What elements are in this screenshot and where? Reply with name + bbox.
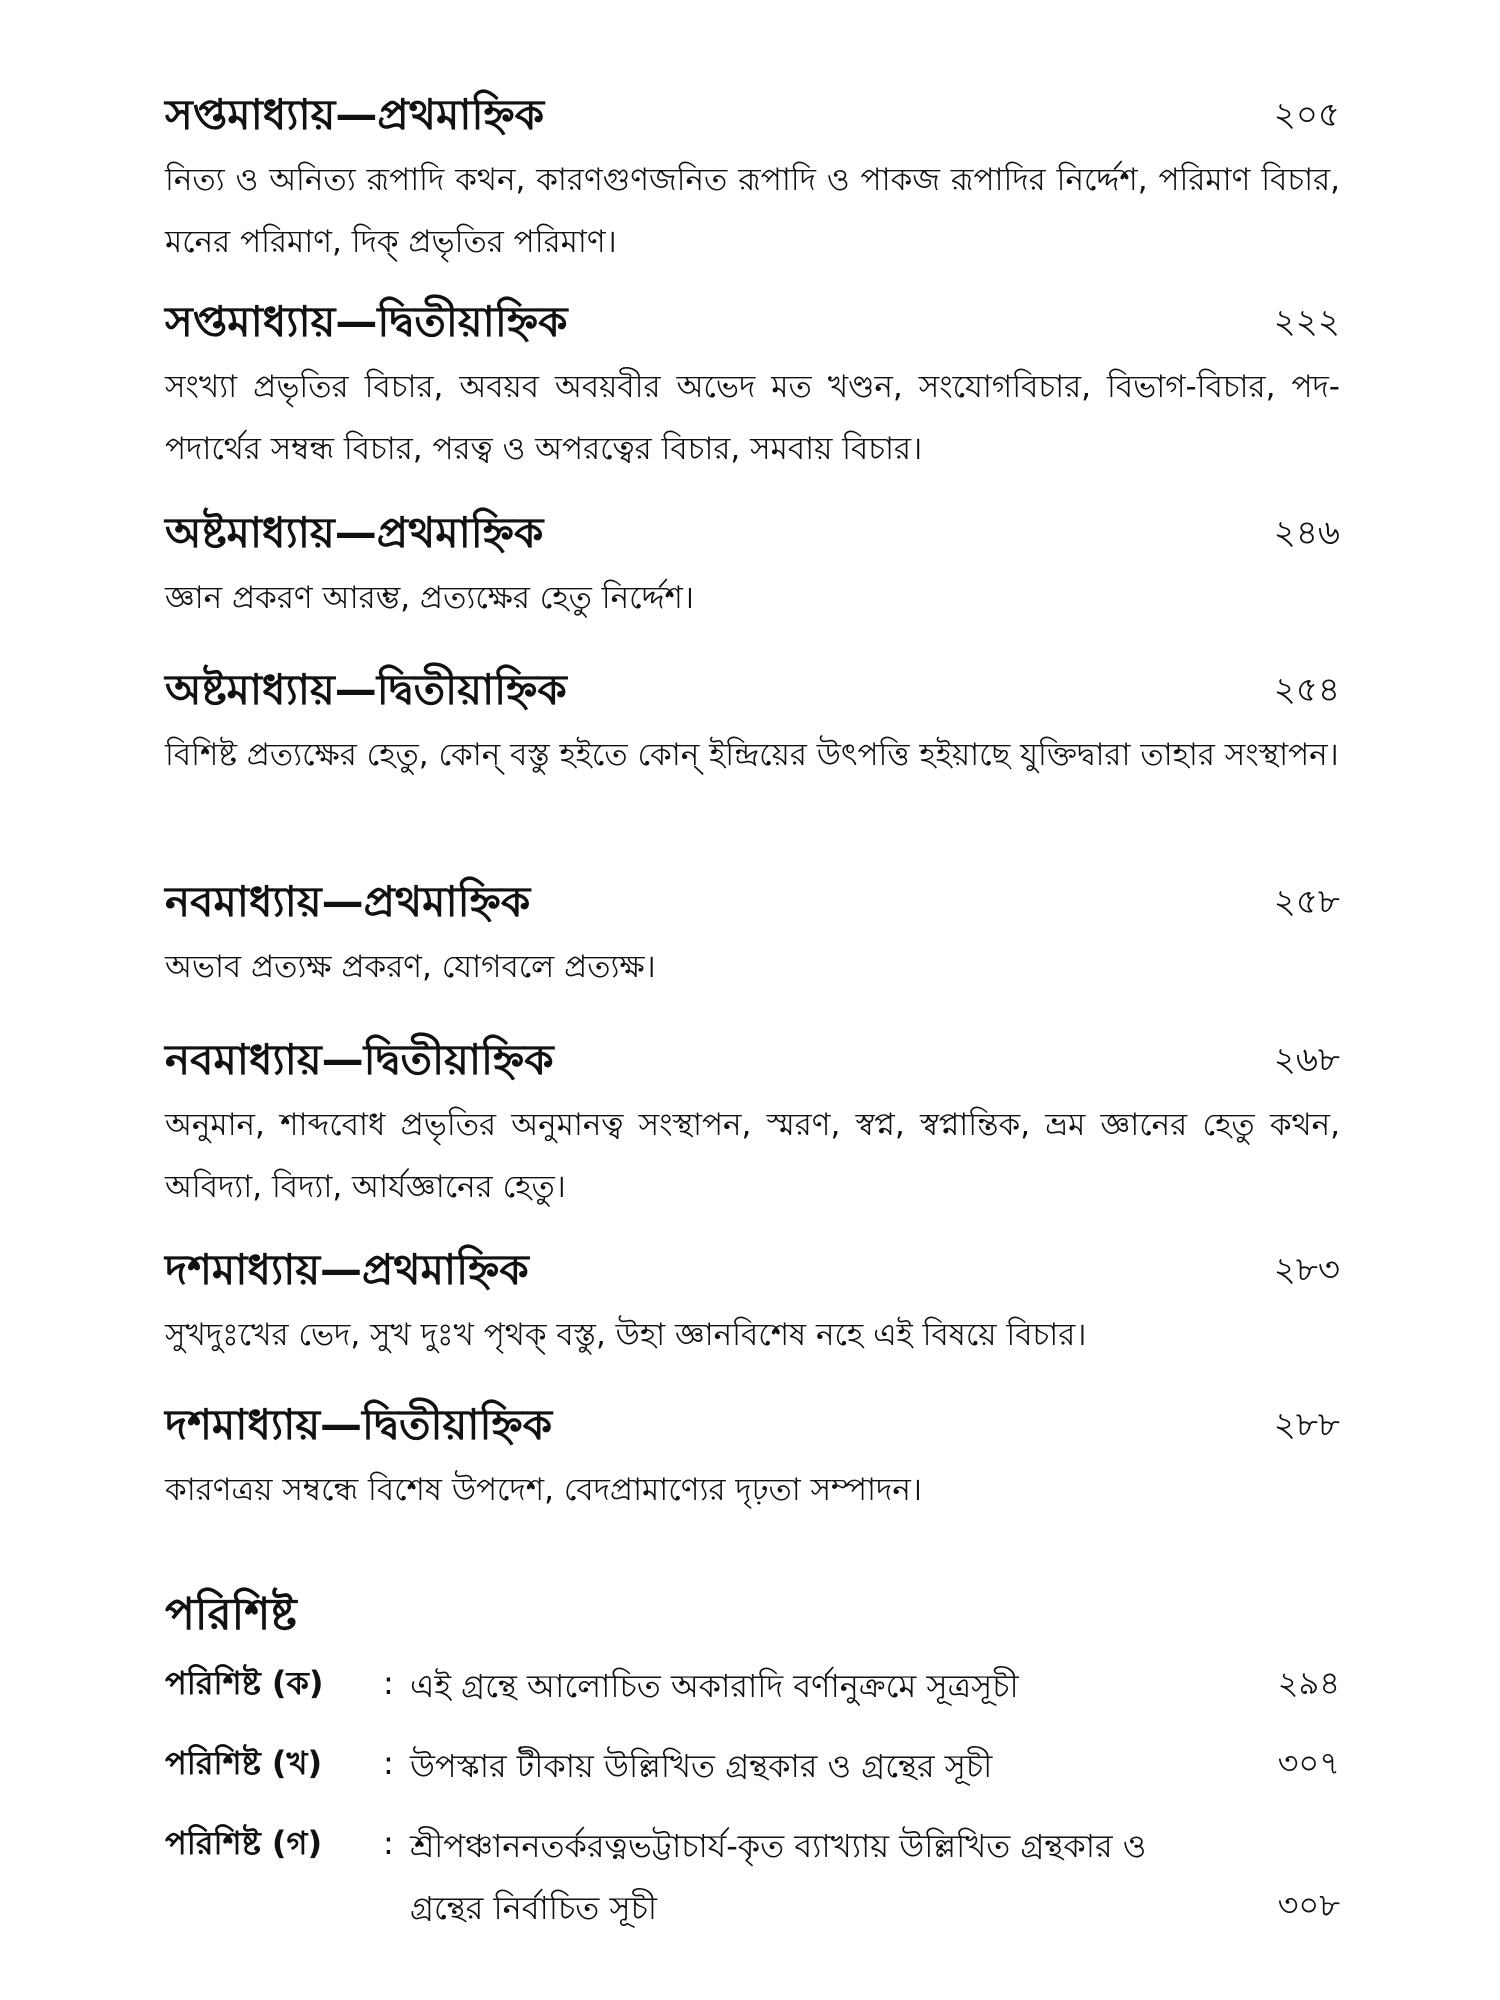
toc-entry (165, 1240, 1340, 1366)
chapter-description: বিশিষ্ট প্রত্যক্ষের হেতু, কোন্ বস্তু হইতে কোন্ ইন্দ্রিয়ের উৎপত্তি হইয়াছে যুক্তিদ্বারা তাহার সংস্থাপন। (165, 737, 1339, 773)
page-number: ৩০৭ (1277, 1744, 1340, 1782)
chapter-description: কারণত্রয় সম্বন্ধে বিশেষ উপদেশ, বেদপ্রামাণ্যের দৃঢ়তা সম্পাদন। (165, 1472, 922, 1508)
toc-entry (165, 1030, 1340, 1218)
chapter-heading: নবমাধ্যায়—দ্বিতীয়াহ্নিক (165, 1035, 554, 1084)
page-number: ২০৫ (1273, 95, 1340, 135)
toc-entry (165, 503, 1340, 629)
chapter-description: নিত্য ও অনিত্য রূপাদি কথন, কারণগুণজনিত রূপাদি ও পাকজ রূপাদির নির্দ্দেশ, পরিমাণ বিচার, মনের পরিমাণ, দিক্ প্রভৃতির পরিমাণ। (165, 162, 1340, 260)
toc-entry (165, 85, 1340, 273)
chapter-heading: সপ্তমাধ্যায়—দ্বিতীয়াহ্নিক (165, 297, 568, 346)
appendix-colon: : (383, 1744, 394, 1782)
page-number: ২৮৮ (1273, 1405, 1340, 1445)
chapter-description: অভাব প্রত্যক্ষ প্রকরণ, যোগবলে প্রত্যক্ষ। (165, 949, 656, 985)
page-number: ২৬৮ (1273, 1040, 1340, 1080)
appendix-colon: : (383, 1824, 394, 1862)
page-number: ২৮৩ (1273, 1250, 1340, 1290)
chapter-heading: দশমাধ্যায়—প্রথমাহ্নিক (165, 1245, 529, 1294)
page-number: ২৫৪ (1273, 670, 1340, 710)
chapter-description: সুখদুঃখের ভেদ, সুখ দুঃখ পৃথক্ বস্তু, উহা জ্ঞানবিশেষ নহে এই বিষয়ে বিচার। (165, 1317, 1087, 1353)
appendix-text: শ্রীপঞ্চাননতর্করত্নভট্টাচার্য-কৃত ব্যাখ্যায় উল্লিখিত গ্রন্থকার ও গ্রন্থের নির্বাচিত সূচী (410, 1827, 1147, 1927)
chapter-description: জ্ঞান প্রকরণ আরম্ভ, প্রত্যক্ষের হেতু নির্দ্দেশ। (165, 580, 694, 616)
chapter-description: অনুমান, শাব্দবোধ প্রভৃতির অনুমানত্ব সংস্থাপন, স্মরণ, স্বপ্ন, স্বপ্নান্তিক, ভ্রম জ্ঞানের হেতু কথন, অবিদ্যা, বিদ্যা, আর্যজ্ঞানের হেতু। (165, 1107, 1340, 1205)
chapter-heading: অষ্টমাধ্যায়—প্রথমাহ্নিক (165, 508, 544, 557)
page-number: ২৫৮ (1273, 882, 1340, 922)
page-number: ২২২ (1273, 302, 1340, 342)
toc-entry (165, 292, 1340, 480)
appendix-colon: : (383, 1664, 394, 1702)
appendix-label: পরিশিষ্ট (খ) (165, 1744, 323, 1782)
appendix-text: উপস্কার টীকায় উল্লিখিত গ্রন্থকার ও গ্রন্থের সূচী (410, 1747, 993, 1785)
chapter-description: সংখ্যা প্রভৃতির বিচার, অবয়ব অবয়বীর অভেদ মত খণ্ডন, সংযোগবিচার, বিভাগ-বিচার, পদ-পদার্থের সম্বন্ধ বিচার, পরত্ব ও অপরত্বের বিচার, সমবায় বিচার। (165, 369, 1340, 467)
chapter-heading: দশমাধ্যায়—দ্বিতীয়াহ্নিক (165, 1400, 553, 1449)
appendix-label: পরিশিষ্ট (ক) (165, 1664, 324, 1702)
appendix-title: পরিশিষ্ট (165, 1589, 297, 1640)
chapter-heading: অষ্টমাধ্যায়—দ্বিতীয়াহ্নিক (165, 665, 567, 714)
appendix-label: পরিশিষ্ট (গ) (165, 1824, 323, 1862)
toc-entry (165, 660, 1340, 786)
chapter-heading: নবমাধ্যায়—প্রথমাহ্নিক (165, 877, 531, 926)
toc-entry (165, 1395, 1340, 1521)
page-number: ৩০৮ (1277, 1886, 1340, 1924)
toc-entry (165, 872, 1340, 998)
appendix-text: এই গ্রন্থে আলোচিত অকারাদি বর্ণানুক্রমে সূত্রসূচী (410, 1667, 1019, 1705)
page-number: ২৯৪ (1277, 1664, 1340, 1702)
page-number: ২৪৬ (1273, 513, 1340, 553)
chapter-heading: সপ্তমাধ্যায়—প্রথমাহ্নিক (165, 90, 545, 139)
